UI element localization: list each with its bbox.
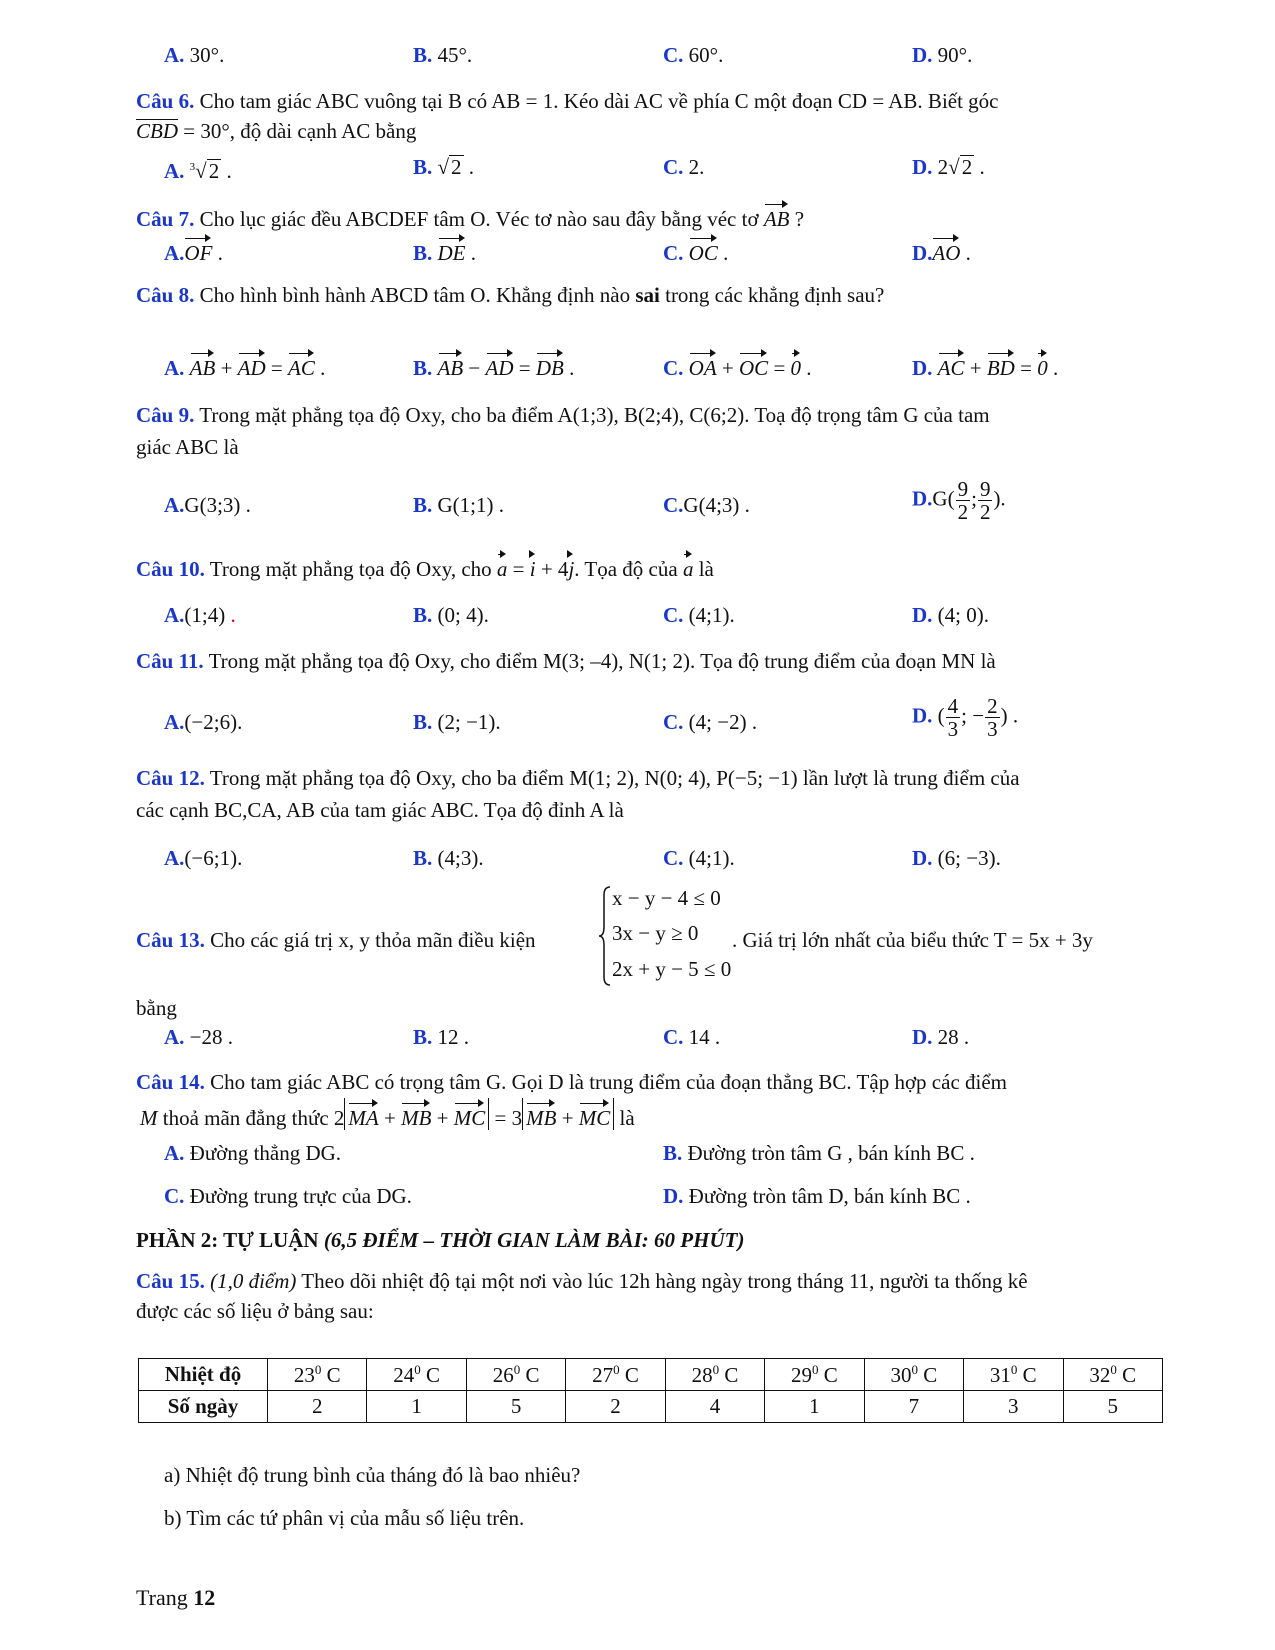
table-cell-days: 2 <box>566 1391 665 1423</box>
q5-option-a: A. 30°. <box>164 43 225 67</box>
table-cell-temperature: $23^0$ C <box>268 1359 367 1391</box>
q13-stem-line2: bằng <box>136 996 177 1020</box>
q9-option-a: A.G(3;3) . <box>164 493 251 517</box>
q6-stem-line1: Câu 6. Cho tam giác ABC vuông tại B có AB = 1. Kéo dài AC về phía C một đoạn CD = AB. Biết góc <box>136 89 999 113</box>
q13-option-c: C. 14 . <box>663 1025 721 1049</box>
q8-option-d: D. AC + BD = 0 . <box>912 352 1058 383</box>
q5-option-d: D. 90°. <box>912 43 973 67</box>
q7-option-a: A.OF . <box>164 237 223 268</box>
q12-stem-line1: Câu 12. Trong mặt phẳng tọa độ Oxy, cho ba điểm M(1; 2), N(0; 4), P(−5; −1) lần lượt là trung điểm của <box>136 766 1020 790</box>
q10-option-d: D. (4; 0). <box>912 603 989 627</box>
q13-stem-tail: . Giá trị lớn nhất của biểu thức T = 5x + 3y <box>732 928 1093 952</box>
q13-system-brace <box>598 885 612 987</box>
page-number: Trang 12 <box>136 1585 216 1610</box>
part2-heading: PHẦN 2: TỰ LUẬN (6,5 ĐIỂM – THỜI GIAN LÀM BÀI: 60 PHÚT) <box>136 1228 745 1252</box>
q13-system-line3: 2x + y − 5 ≤ 0 <box>612 957 732 981</box>
q5-option-c: C. 60°. <box>663 43 724 67</box>
q7-option-b: B. DE . <box>413 237 476 268</box>
q8-option-a: A. AB + AD = AC . <box>164 352 325 383</box>
q11-stem: Câu 11. Trong mặt phẳng tọa độ Oxy, cho điểm M(3; –4), N(1; 2). Tọa độ trung điểm của đoạn MN là <box>136 649 996 673</box>
q14-option-c: C. Đường trung trực của DG. <box>164 1184 412 1208</box>
q13-system-line1: x − y − 4 ≤ 0 <box>612 886 721 910</box>
q13-system-line2: 3x − y ≥ 0 <box>612 921 699 945</box>
q6-option-a: A. $^3$√2 . <box>164 159 232 183</box>
q9-stem-line1: Câu 9. Trong mặt phẳng tọa độ Oxy, cho ba điểm A(1;3), B(2;4), C(6;2). Toạ độ trọng tâm G của tam <box>136 403 990 427</box>
table-cell-days: 4 <box>665 1391 764 1423</box>
table-cell-temperature: $31^0$ C <box>964 1359 1063 1391</box>
q14-stem-line2: M thoả mãn đẳng thức 2 MA + MB + MC = 3 MB + MC là <box>140 1098 1150 1133</box>
table-cell-temperature: $30^0$ C <box>864 1359 963 1391</box>
q11-option-c: C. (4; −2) . <box>663 710 758 734</box>
q14-option-b: B. Đường tròn tâm G , bán kính BC . <box>663 1141 975 1165</box>
days-row <box>139 1391 1163 1423</box>
q9-option-c: C.G(4;3) . <box>663 493 750 517</box>
q12-option-a: A.(−6;1). <box>164 846 243 870</box>
q6-option-d: D. 2√2 . <box>912 155 985 179</box>
q15-stem-line2: được các số liệu ở bảng sau: <box>136 1299 374 1323</box>
table-cell-days: 3 <box>964 1391 1063 1423</box>
q9-option-b: B. G(1;1) . <box>413 493 505 517</box>
q12-option-d: D. (6; −3). <box>912 846 1001 870</box>
q10-option-a: A.(1;4) . <box>164 603 236 627</box>
q9-stem-line2: giác ABC là <box>136 435 239 459</box>
table-cell-temperature: $28^0$ C <box>665 1359 764 1391</box>
q15-part-b: b) Tìm các tứ phân vị của mẫu số liệu trên. <box>164 1506 525 1530</box>
q5-option-b: B. 45°. <box>413 43 473 67</box>
q7-stem: Câu 7. Cho lục giác đều ABCDEF tâm O. Véc tơ nào sau đây bằng véc tơ AB ? <box>136 203 1146 234</box>
table-cell-days: 2 <box>268 1391 367 1423</box>
q13-option-d: D. 28 . <box>912 1025 970 1049</box>
q6-option-b: B. √2 . <box>413 155 475 179</box>
q13-stem: Câu 13. Cho các giá trị x, y thỏa mãn điều kiện <box>136 928 536 952</box>
q14-option-a: A. Đường thẳng DG. <box>164 1141 342 1165</box>
table-header-temperature: Nhiệt độ <box>139 1359 268 1391</box>
q8-option-c: C. OA + OC = 0 . <box>663 352 812 383</box>
q8-stem: Câu 8. Cho hình bình hành ABCD tâm O. Khẳng định nào sai trong các khẳng định sau? <box>136 283 885 307</box>
table-cell-days: 1 <box>367 1391 466 1423</box>
q11-option-a: A.(−2;6). <box>164 710 243 734</box>
q13-option-a: A. −28 . <box>164 1025 234 1049</box>
q10-option-b: B. (0; 4). <box>413 603 489 627</box>
table-cell-temperature: $26^0$ C <box>466 1359 565 1391</box>
q12-option-b: B. (4;3). <box>413 846 484 870</box>
q10-option-c: C. (4;1). <box>663 603 735 627</box>
q9-option-d: D.G( $\frac{9}{2}$ ; $\frac{9}{2}$ ). <box>912 477 1006 525</box>
table-cell-temperature: $32^0$ C <box>1063 1359 1163 1391</box>
q13-option-b: B. 12 . <box>413 1025 470 1049</box>
temperature-table <box>138 1358 1163 1423</box>
q14-option-d: D. Đường tròn tâm D, bán kính BC . <box>663 1184 971 1208</box>
q8-option-b: B. AB − AD = DB . <box>413 352 574 383</box>
q11-option-d: D. ( $\frac{4}{3}$ ; − $\frac{2}{3}$ ) . <box>912 694 1019 742</box>
q7-option-c: C. OC . <box>663 237 728 268</box>
q12-stem-line2: các cạnh BC,CA, AB của tam giác ABC. Tọa độ đỉnh A là <box>136 798 624 822</box>
q11-option-b: B. (2; −1). <box>413 710 501 734</box>
q14-stem-line1: Câu 14. Cho tam giác ABC có trọng tâm G. Gọi D là trung điểm của đoạn thẳng BC. Tập hợp các điểm <box>136 1070 1008 1094</box>
table-cell-days: 7 <box>864 1391 963 1423</box>
q12-option-c: C. (4;1). <box>663 846 735 870</box>
table-cell-days: 5 <box>466 1391 565 1423</box>
table-cell-days: 5 <box>1063 1391 1163 1423</box>
q7-option-d: D.AO . <box>912 237 971 268</box>
q15-part-a: a) Nhiệt độ trung bình của tháng đó là bao nhiêu? <box>164 1463 581 1487</box>
q15-stem-line1: Câu 15. (1,0 điểm) Theo dõi nhiệt độ tại một nơi vào lúc 12h hàng ngày trong tháng 11, người ta thống kê <box>136 1269 1028 1293</box>
table-header-days: Số ngày <box>139 1391 268 1423</box>
table-cell-days: 1 <box>765 1391 864 1423</box>
table-cell-temperature: $29^0$ C <box>765 1359 864 1391</box>
q6-option-c: C. 2. <box>663 155 705 179</box>
table-cell-temperature: $24^0$ C <box>367 1359 466 1391</box>
q6-stem-line2: CBD = 30°, độ dài cạnh AC bằng <box>136 119 417 143</box>
q10-stem: Câu 10. Trong mặt phẳng tọa độ Oxy, cho a = i + 4j. Tọa độ của a là <box>136 553 1146 584</box>
temperature-row <box>139 1359 1163 1391</box>
table-cell-temperature: $27^0$ C <box>566 1359 665 1391</box>
